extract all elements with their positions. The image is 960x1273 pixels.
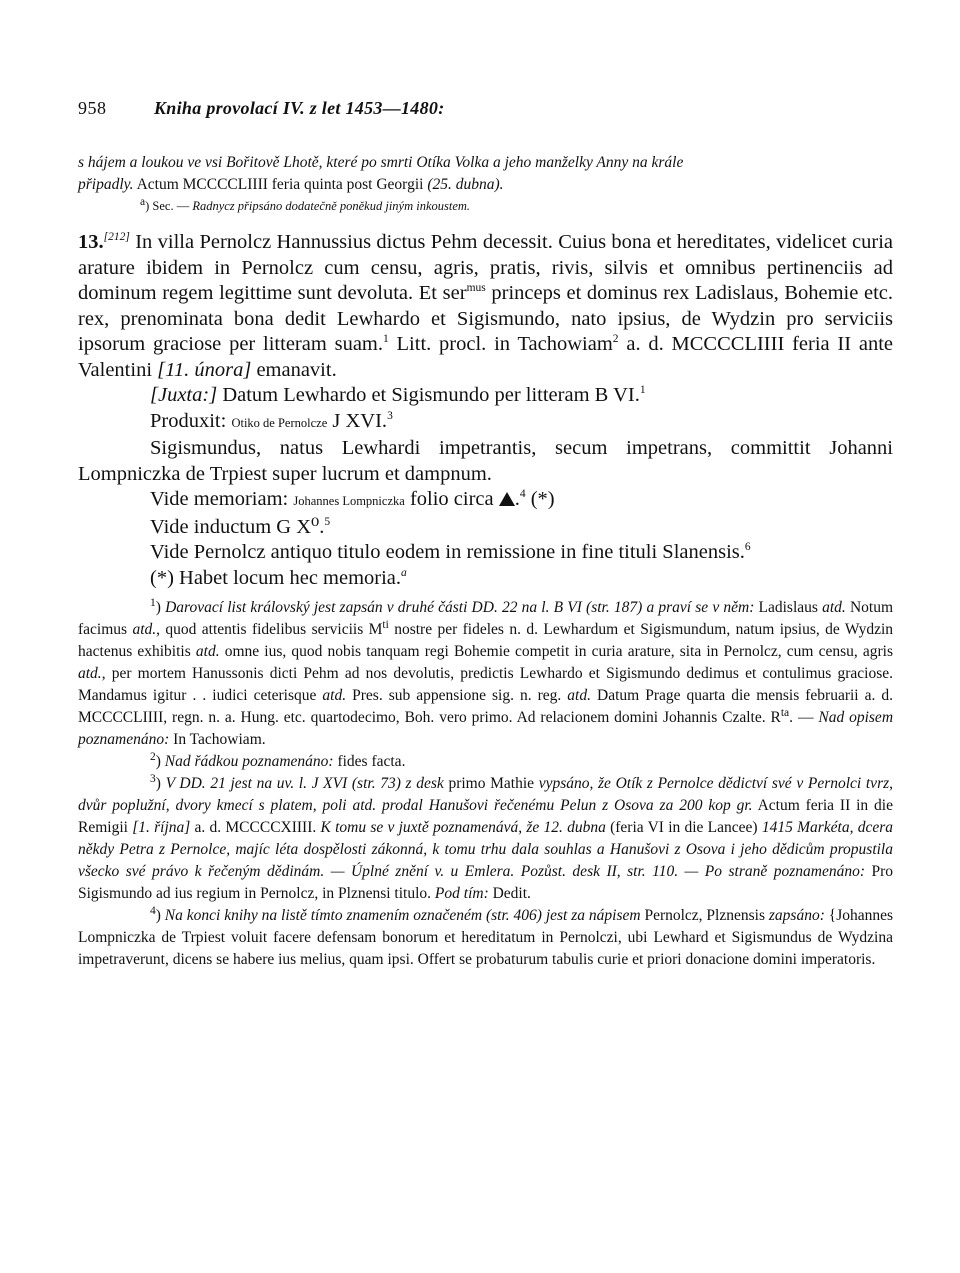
produxit-label: Produxit: [150,409,227,432]
footnote-1-f: , per mortem Hanussonis dicti Pehm ad nos devolutis, predictis Lewhardo et Sigismundo dedimus et contulimus graciose. Mandamus igitur . . iudici ceterisque [78,665,893,704]
footnote-1-sup-2: ta [780,706,790,719]
atd: atd. [195,643,220,660]
entry-text-b: princeps et dominus rex Ladislaus, Bohemie etc. rex, prenominata bona dedit Lewhardo et Sigismundo, nato ipsius, de Wydzin pro serviciis ipsorum graciose per litteram suam. [78,282,894,355]
produxit-ref: J XVI. [332,409,388,432]
entry-number: 13. [78,231,104,253]
carryover-date: (25. dubna). [427,176,504,193]
atd: atd. [567,687,591,704]
footnote-1-j: In Tachowiam. [173,731,266,748]
textual-note-a [78,196,893,216]
atd: atd. [822,599,846,616]
page-number: 958 [78,98,107,118]
footnote-3-italic: V DD. 21 jest na uv. l. J XVI (str. 73) z desk [165,775,444,792]
footnote-3-b: Actum feria II in die Remigii [78,797,893,836]
footnote-ref-6: 6 [744,541,751,554]
footnote-3-f: Dedit. [492,885,531,902]
atd: atd. [78,665,102,682]
footnote-1-i: . — [789,709,814,726]
footnote-2: $^2$) Nad řádkou poznamenáno: fides facta. [150,750,406,770]
entry-date: [11. února] [157,358,252,381]
carryover-actum: Actum MCCCCLIIII feria quinta post Georgii [136,176,424,193]
footnote-1-number: 1 [150,596,156,609]
footnote-2-text: fides facta. [337,753,406,770]
footnote-ref-5: 5 [324,515,331,528]
juxta-text: Datum Lewhardo et Sigismundo per litteram B VI. [222,384,640,406]
entry-text-d: a. d. MCCCCLIIII feria II ante Valentini [78,333,893,381]
entry-sup-mus: mus [466,282,486,295]
vide-memoriam-name: Johannes Lompniczka [293,494,405,508]
footnote-3-c: a. d. MCCCCXIIII. [194,819,317,836]
footnote-4: $^4$) Na konci knihy na listě tímto znamením označeném (str. 406) jest za nápisem Pernolcz, Plznensis zapsáno: {Johannes Lompniczka de Trpiest voluit facere defensam bonorum et hereditatum in Pernolczi, ubi Lewhard et Sigismundus de Wydzina impetraverunt, dicens se habere ius melius, quam ipsi. Offert se probaturum tabulis curie et priori donacione domini imperatoris. [78,904,894,968]
footnotes [78,597,893,971]
footnote-3-italic-5: Pod tím: [434,885,489,902]
footnote-1-italic: Darovací list královský jest zapsán v druhé části DD. 22 na l. B VI (str. 187) a praví se v něm: [165,599,755,616]
footnote-1-b: Notum facimus [78,599,894,638]
footnote-1-d: nostre per fideles n. d. Lewhardum et Sigismundum, natum ipsius, de Wydzin hactenus exhibitis [78,621,894,660]
carryover-line-1: s hájem a loukou ve vsi Bořitově Lhotě, které po smrti Otíka Volka a jeho manželky Anny na krále [78,154,684,171]
footnote-3-d: (feria VI in die Lancee) [610,819,758,836]
footnote-3-italic-3: K tomu se v juxtě poznamenává, že 12. dubna [320,819,606,836]
footnote-1-a: Ladislaus [758,599,818,616]
footnote-ref-3: 3 [387,409,393,422]
vide-folio: folio circa [409,488,494,510]
footnote-2-italic: Nad řádkou poznamenáno: [164,753,334,770]
footnote-1-e: omne ius, quod nobis tanquam regi Bohemie competit in curia arature, sita in Pernolcz, cum censu, agris [224,643,894,660]
footnote-3-date: [1. října] [132,819,191,836]
entry-text-a: In villa Pernolcz Hannussius dictus Pehm decessit. Cuius bona et hereditates, videlicet curia arature ibidem in Pernolcz cum censu, agris, pratis, rivis, silvis et omnibus pertinenciis ad dominum regem legittime sunt devoluta. Et ser [78,231,893,304]
entry-text-e: emanavit. [256,358,337,381]
habet-locum: (*) Habet locum hec memoria. [150,566,402,589]
footnote-4-italic-2: zapsáno: [768,907,825,924]
footnote-3-number: 3 [150,772,156,785]
document-page [78,98,893,971]
note-text: Radnycz připsáno dodatečně poněkud jiným inkoustem. [192,199,471,213]
entry-text-c: Litt. procl. in Tachowiam [396,333,613,355]
atd: atd. [132,621,157,638]
note-sec: ) Sec. — [145,199,190,213]
footnote-3-a: primo Mathie [448,775,535,792]
vide-asterisk: (*) [530,488,555,510]
vide-pernolcz: Vide Pernolcz antiquo titulo eodem in remissione in fine tituli Slanensis. [150,541,745,563]
juxta-label: [Juxta:] [150,384,218,406]
footnote-1-italic-2: Nad opisem poznamenáno: [78,709,894,748]
footnote-4-number: 4 [150,904,156,917]
sigismundus-text: Sigismundus, natus Lewhardi impetrantis, secum impetrans, committit Johanni Lompniczka de Trpiest super lucrum et dampnum. [78,437,893,485]
footnote-1: $^1$) Darovací list královský jest zapsán v druhé části DD. 22 na l. B VI (str. 187) a praví se v něm: Ladislaus atd. Notum facimus atd., quod attentis fidelibus serviciis $M^{ti}$ nostre per fideles n. d. Lewhardum et Sigismundum, natum ipsius, de Wydzin hactenus exhibitis atd. omne ius, quod nobis tanquam regi Bohemie competit in curia arature, sita in Pernolcz, cum censu, agris atd., per mortem Hanussonis dicti Pehm ad nos devolutis, predictis Lewhardo et Sigismundo dedimus et contulimus graciose. Mandamus igitur . . iudici ceterisque atd. Pres. sub appensione sig. n. reg. atd. Datum Prage quarta die mensis februarii a. d. MCCCCLIIII, regn. n. a. Hung. etc. quartodecimo, Boh. vero primo. Ad relacionem domini Johannis Czalte. $R^{ta}$. — Nad opisem poznamenáno: In Tachowiam. [78,596,894,748]
atd: atd. [322,687,347,704]
footnote-1-sup: ti [382,618,389,631]
carryover-text [78,152,893,196]
footnote-1-g: Pres. sub appensione sig. n. reg. [352,687,562,704]
vide-memoriam: Vide memoriam: [150,488,289,510]
running-title: Kniha provolací IV. z let 1453—1480: [154,98,445,118]
produxit-name: Otiko de Pernolcze [231,415,328,430]
footnote-ref-1: 1 [382,333,389,346]
footnote-2-number: 2 [150,750,156,763]
footnote-4-b: {Johannes Lompniczka de Trpiest voluit facere defensam bonorum et hereditatum in Pernolczi, ubi Lewhard et Sigismundus de Wydzina impetraverunt, dicens se habere ius melius, quam ipsi. Offert se probaturum tabulis curie et priori donacione domini imperatoris. [78,907,894,968]
carryover-italic: připadly. [78,176,134,193]
footnote-3-e: Pro Sigismundo ad ius regium in Pernolcz, in Plznensi titulo. [78,863,894,902]
note-ref-a: a [401,566,407,579]
footnote-ref-4: 4 [519,488,526,501]
footnote-3: $^3$) V DD. 21 jest na uv. l. J XVI (str. 73) z desk primo Mathie vypsáno, že Otík z Pernolce dědictví své v Pernolci tvrz, dvůr poplužní, dvory kmecí s platem, poli atd. prodal Hanušovi řečenému Pelun z Osova za 200 kop gr. Actum feria II in die Remigii [1. října] a. d. MCCCCXIIII. K tomu se v juxtě poznamenává, že 12. dubna (feria VI in die Lancee) 1415 Markéta, dcera někdy Petra z Pernolce, majíc léta dospělosti zákonná, k tomu trhu dala souhlas a Hanušovi z Osova i jeho dědicům propustila všecko své právo k řečeným dědinám. — Úplné znění v. u Emlera. Pozůst. desk II, str. 110. — Po straně poznamenáno: Pro Sigismundo ad ius regium in Pernolcz, in Plznensi titulo. Pod tím: Dedit. [78,772,894,902]
entry-13: 13.[212] In villa Pernolcz Hannussius dictus Pehm decessit. Cuius bona et hereditates, videlicet curia arature ibidem in Pernolcz cum censu, agris, pratis, rivis, silvis et omnibus pertinenciis ad dominum regem legittime sunt devoluta. Et ser$^{mus}$ princeps et dominus rex Ladislaus, Bohemie etc. rex, prenominata bona dedit Lewhardo et Sigismundo, nato ipsius, de Wydzin pro serviciis ipsorum graciose per litteram suam.$^1$ Litt. procl. in Tachowiam$^2$ a. d. MCCCCLIIII feria II ante Valentini [11. února] emanavit. [Juxta:] Datum Lewhardo et Sigismundo per litteram B VI.$^1$ Produxit: Otiko de Pernolcze J XVI.$^3$ Sigismundus, natus Lewhardi impetrantis, secum impetrans, committit Johanni Lompniczka de Trpiest super lucrum et dampnum. Vide memoriam: Johannes Lompniczka folio circa .$^4$ (*) Vide inductum G X⁰.$^5$ Vide Pernolcz antiquo titulo eodem in remissione in fine tituli Slanensis.$^6$ (*) Habet locum hec memoria.$^a$ [78,231,894,589]
footnote-1-c: , quod attentis fidelibus serviciis M [156,621,383,638]
juxta-ref: 1 [639,384,646,397]
footnote-4-a: Pernolcz, Plznensis [644,907,765,924]
note-mark: a [140,195,146,208]
footnote-3-italic-2: vypsáno, že Otík z Pernolce dědictví své v Pernolci tvrz, dvůr poplužní, dvory kmecí s platem, poli atd. prodal Hanušovi řečenému Pelun z Osova za 200 kop gr. [78,775,894,814]
vide-inductum: Vide inductum G X⁰. [150,515,325,538]
entry-ref: [212] [103,231,130,244]
footnote-ref-2: 2 [612,333,619,346]
triangle-sign-icon [499,492,515,506]
footnote-1-h: Datum Prage quarta die mensis februarii a. d. MCCCCLIIII, regn. n. a. Hung. etc. quartodecimo, Boh. vero primo. Ad relacionem domini Johannis Czalte. R [78,687,894,726]
footnote-4-italic: Na konci knihy na listě tímto znamením označeném (str. 406) jest za nápisem [164,907,641,924]
footnote-3-italic-4: 1415 Markéta, dcera někdy Petra z Pernolce, majíc léta dospělosti zákonná, k tomu trhu dala souhlas a Hanušovi z Osova i jeho dědicům propustila všecko své právo k řečeným dědinám. — Úplné znění v. u Emlera. Pozůst. desk II, str. 110. — Po straně poznamenáno: [78,819,894,880]
running-header [78,98,893,124]
